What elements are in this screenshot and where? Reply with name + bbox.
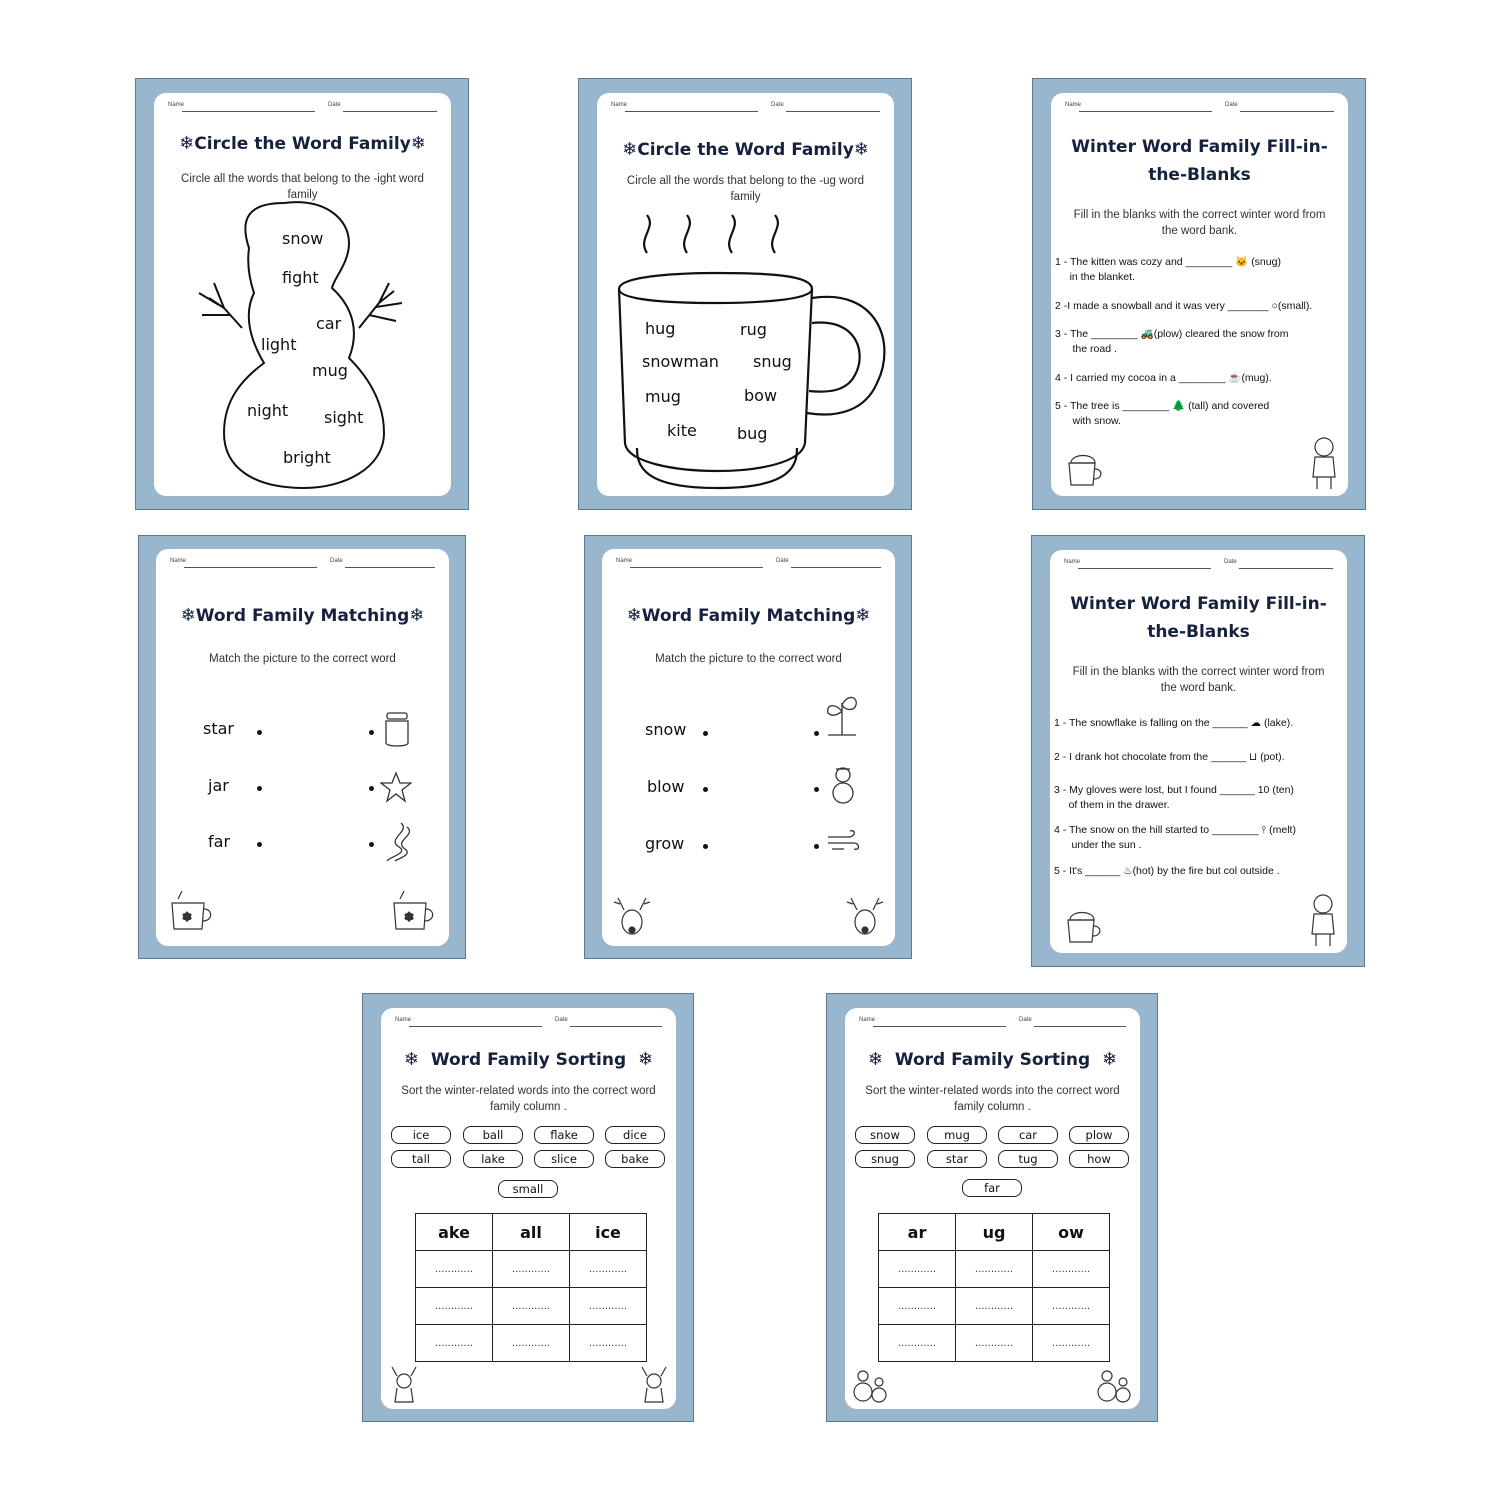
snowflake-icon: ❄: [867, 1049, 883, 1070]
worksheet-page: [156, 549, 449, 946]
date-label: Date: [555, 1017, 568, 1023]
sentence-item: 1 - The kitten was cozy and ________ 🐱 (snug) in the blanket.: [1055, 256, 1281, 283]
jar-icon: [381, 709, 415, 749]
reindeer-icon: [637, 1364, 671, 1404]
wind-icon: [826, 829, 860, 855]
road-icon: [381, 821, 415, 863]
sentence-item: 5 - The tree is ________ 🌲 (tall) and covered with snow.: [1055, 400, 1270, 427]
column-header: ar: [879, 1214, 956, 1251]
snowflake-icon: ❄: [410, 133, 426, 154]
worksheet-page: [1051, 93, 1348, 496]
instructions: Sort the winter-related words into the correct word family column .: [401, 1085, 656, 1113]
child-icon: [1308, 892, 1338, 948]
snowflake-icon: ❄: [855, 605, 871, 626]
blank-cell[interactable]: ............: [1033, 1325, 1110, 1362]
word: light: [261, 335, 297, 354]
hot-cocoa-icon: [1062, 902, 1102, 948]
snowflake-icon: ❄: [409, 605, 425, 626]
sentence-item: 3 - My gloves were lost, but I found ______ 10 (ten) of them in the drawer.: [1054, 784, 1294, 811]
worksheet-fill-blanks-2: [1031, 535, 1365, 967]
sorting-table: [415, 1213, 647, 1362]
svg-text:❄: ❄: [404, 910, 415, 924]
match-dot[interactable]: [369, 786, 374, 791]
column-header: ug: [956, 1214, 1033, 1251]
blank-cell[interactable]: ............: [956, 1251, 1033, 1288]
word-card[interactable]: bake: [605, 1150, 665, 1168]
match-dot[interactable]: [703, 787, 708, 792]
name-label: Name: [395, 1017, 412, 1023]
column-header: ice: [570, 1214, 647, 1251]
word: car: [316, 314, 342, 333]
sprout-icon: [824, 691, 860, 737]
blank-cell[interactable]: ............: [879, 1325, 956, 1362]
word: mug: [645, 387, 681, 406]
page-title: ❄Word Family Matching❄: [626, 605, 871, 626]
pot-icon: ⊔: [1248, 751, 1258, 763]
word: snowman: [642, 352, 719, 371]
match-word: far: [208, 832, 231, 851]
reindeer-icon: [387, 1364, 421, 1404]
blank-cell[interactable]: ............: [879, 1288, 956, 1325]
instructions: Match the picture to the correct word: [655, 653, 842, 665]
name-date-header: [1064, 559, 1333, 573]
worksheet-page: [381, 1008, 676, 1409]
tree-icon: 🌲: [1172, 400, 1186, 412]
word-card[interactable]: snug: [855, 1150, 915, 1168]
word-card[interactable]: lake: [463, 1150, 523, 1168]
word: fight: [282, 268, 319, 287]
blank-cell[interactable]: ............: [1033, 1251, 1110, 1288]
worksheet-page: [597, 93, 894, 496]
child-icon: [1309, 435, 1339, 491]
page-title: Winter Word Family Fill-in-the-Blanks: [1070, 594, 1327, 642]
blank-cell[interactable]: ............: [570, 1251, 647, 1288]
word-card[interactable]: tug: [998, 1150, 1058, 1168]
word-card[interactable]: ice: [391, 1126, 451, 1144]
blank-cell[interactable]: ............: [416, 1325, 493, 1362]
name-label: Name: [616, 558, 633, 564]
blank-cell[interactable]: ............: [1033, 1288, 1110, 1325]
worksheet-matching-ar: [138, 535, 466, 959]
blank-cell[interactable]: ............: [879, 1251, 956, 1288]
page-title: ❄Word Family Matching❄: [180, 605, 425, 626]
word: snow: [282, 229, 324, 248]
date-label: Date: [776, 558, 789, 564]
date-label: Date: [1019, 1017, 1032, 1023]
word: bug: [737, 424, 768, 443]
cocoa-mug-icon: [388, 889, 436, 935]
sentence-item: 2 - I drank hot chocolate from the ______ ⊔ (pot).: [1054, 751, 1285, 763]
page-title: ❄ Word Family Sorting ❄: [867, 1049, 1118, 1070]
column-header: ake: [416, 1214, 493, 1251]
name-label: Name: [1065, 102, 1082, 108]
name-date-header: [170, 558, 435, 572]
snowflake-icon: ❄: [622, 139, 638, 160]
date-label: Date: [330, 558, 343, 564]
lake-icon: ☁: [1250, 717, 1262, 729]
worksheet-matching-ow: [584, 535, 912, 959]
blank-cell[interactable]: ............: [416, 1251, 493, 1288]
page-title: Winter Word Family Fill-in-the-Blanks: [1071, 137, 1328, 185]
instructions: Fill in the blanks with the correct winter word from the word bank.: [1072, 666, 1325, 694]
snowman-icon: [826, 765, 860, 805]
match-dot[interactable]: [257, 786, 262, 791]
match-dot[interactable]: [703, 844, 708, 849]
word: hug: [645, 319, 676, 338]
name-label: Name: [859, 1017, 876, 1023]
word: mug: [312, 361, 348, 380]
word: rug: [740, 320, 767, 339]
worksheet-page: [845, 1008, 1140, 1409]
match-dot[interactable]: [257, 842, 262, 847]
hot-cocoa-icon: [1063, 445, 1103, 491]
match-word: blow: [647, 777, 685, 796]
blank-cell[interactable]: ............: [493, 1325, 570, 1362]
match-dot[interactable]: [814, 787, 819, 792]
snowflake-icon: ❄: [853, 139, 869, 160]
worksheet-sorting-1: [362, 993, 694, 1422]
snowflake-icon: ❄: [626, 605, 642, 626]
blank-cell[interactable]: ............: [956, 1288, 1033, 1325]
blank-cell[interactable]: ............: [956, 1325, 1033, 1362]
word: night: [247, 401, 289, 420]
name-label: Name: [168, 102, 185, 108]
worksheet-page: [1050, 550, 1347, 953]
worksheet-circle-ug: [578, 78, 912, 510]
word: kite: [667, 421, 697, 440]
snowflake-icon: ❄: [403, 1049, 419, 1070]
cocoa-mug-icon: [166, 889, 214, 935]
name-label: Name: [1064, 559, 1081, 565]
name-label: Name: [170, 558, 187, 564]
instructions: Circle all the words that belong to the -ight word family: [181, 173, 424, 201]
word-card[interactable]: small: [498, 1180, 558, 1198]
word-card[interactable]: mug: [927, 1126, 987, 1144]
plow-icon: 🚜: [1140, 328, 1154, 340]
date-label: Date: [1224, 559, 1237, 565]
date-label: Date: [771, 102, 784, 108]
word-card[interactable]: snow: [855, 1126, 915, 1144]
blank-cell[interactable]: ............: [570, 1325, 647, 1362]
name-date-header: [1065, 102, 1334, 116]
cat-icon: 🐱: [1235, 256, 1249, 268]
match-dot[interactable]: [257, 730, 262, 735]
ten-icon: 10: [1257, 784, 1270, 796]
page-title: ❄ Word Family Sorting ❄: [403, 1049, 654, 1070]
sentence-item: 2 -I made a snowball and it was very _______ ○(small).: [1055, 300, 1313, 312]
match-dot[interactable]: [369, 842, 374, 847]
sentence-item: 5 - It's ______ ♨(hot) by the fire but col outside .: [1054, 865, 1280, 877]
snowmen-icon: [851, 1366, 889, 1404]
snowmen-icon: [1095, 1366, 1133, 1404]
word-card[interactable]: how: [1069, 1150, 1129, 1168]
match-dot[interactable]: [369, 730, 374, 735]
sentence-item: 3 - The ________ 🚜(plow) cleared the snow from the road .: [1055, 328, 1289, 355]
match-word: snow: [645, 720, 687, 739]
worksheet-page: [602, 549, 895, 946]
sorting-table: [878, 1213, 1110, 1362]
word-card[interactable]: ball: [463, 1126, 523, 1144]
page-title: ❄Circle the Word Family❄: [622, 139, 869, 160]
match-dot[interactable]: [814, 731, 819, 736]
snowflake-icon: ❄: [1101, 1049, 1118, 1070]
page-title: ❄Circle the Word Family❄: [179, 133, 426, 154]
date-label: Date: [1225, 102, 1238, 108]
word: sight: [324, 408, 364, 427]
word-card[interactable]: flake: [534, 1126, 594, 1144]
sentence-item: 4 - I carried my cocoa in a ________ ☕(mug).: [1055, 372, 1272, 384]
word-card[interactable]: dice: [605, 1126, 665, 1144]
reindeer-icon: [612, 894, 652, 938]
blank-cell[interactable]: ............: [570, 1288, 647, 1325]
match-dot[interactable]: [814, 844, 819, 849]
worksheet-page: [154, 93, 451, 496]
sentence-item: 4 - The snow on the hill started to ________ ⫯ (melt) under the sun .: [1054, 824, 1296, 851]
blank-cell[interactable]: ............: [493, 1288, 570, 1325]
word-card[interactable]: plow: [1069, 1126, 1129, 1144]
word-card[interactable]: slice: [534, 1150, 594, 1168]
date-label: Date: [328, 102, 341, 108]
snowman-drawing: [154, 93, 451, 496]
match-word: grow: [645, 834, 685, 853]
name-date-header: [395, 1017, 662, 1031]
mug-icon: ☕: [1228, 372, 1242, 384]
match-word: star: [203, 719, 234, 738]
blank-cell[interactable]: ............: [493, 1251, 570, 1288]
instructions: Match the picture to the correct word: [209, 653, 396, 665]
snowball-icon: ○: [1271, 300, 1278, 312]
word-card[interactable]: far: [962, 1179, 1022, 1197]
snowflake-icon: ❄: [180, 605, 196, 626]
name-date-header: [859, 1017, 1126, 1031]
star-icon: [380, 771, 412, 803]
word: bright: [283, 448, 331, 467]
snowflake-icon: ❄: [637, 1049, 654, 1070]
word-card[interactable]: car: [998, 1126, 1058, 1144]
blank-cell[interactable]: ............: [416, 1288, 493, 1325]
worksheet-fill-blanks-1: [1032, 78, 1366, 510]
word: snug: [753, 352, 792, 371]
worksheet-circle-ight: [135, 78, 469, 510]
name-date-header: [616, 558, 881, 572]
sentence-item: 1 - The snowflake is falling on the ______ ☁ (lake).: [1054, 717, 1294, 729]
soup-icon: ♨: [1123, 865, 1133, 877]
instructions: Circle all the words that belong to the -ug word family: [626, 175, 865, 203]
column-header: all: [493, 1214, 570, 1251]
word-card[interactable]: tall: [391, 1150, 451, 1168]
reindeer-icon: [845, 894, 885, 938]
name-label: Name: [611, 102, 628, 108]
word: bow: [744, 386, 778, 405]
svg-text:❄: ❄: [182, 910, 193, 924]
snowflake-icon: ❄: [179, 133, 195, 154]
instructions: Sort the winter-related words into the correct word family column .: [865, 1085, 1120, 1113]
icicle-icon: ⫯: [1261, 824, 1267, 836]
column-header: ow: [1033, 1214, 1110, 1251]
instructions: Fill in the blanks with the correct winter word from the word bank.: [1073, 209, 1326, 237]
worksheet-sorting-2: [826, 993, 1158, 1422]
match-dot[interactable]: [703, 731, 708, 736]
word-card[interactable]: star: [927, 1150, 987, 1168]
match-word: jar: [208, 776, 229, 795]
